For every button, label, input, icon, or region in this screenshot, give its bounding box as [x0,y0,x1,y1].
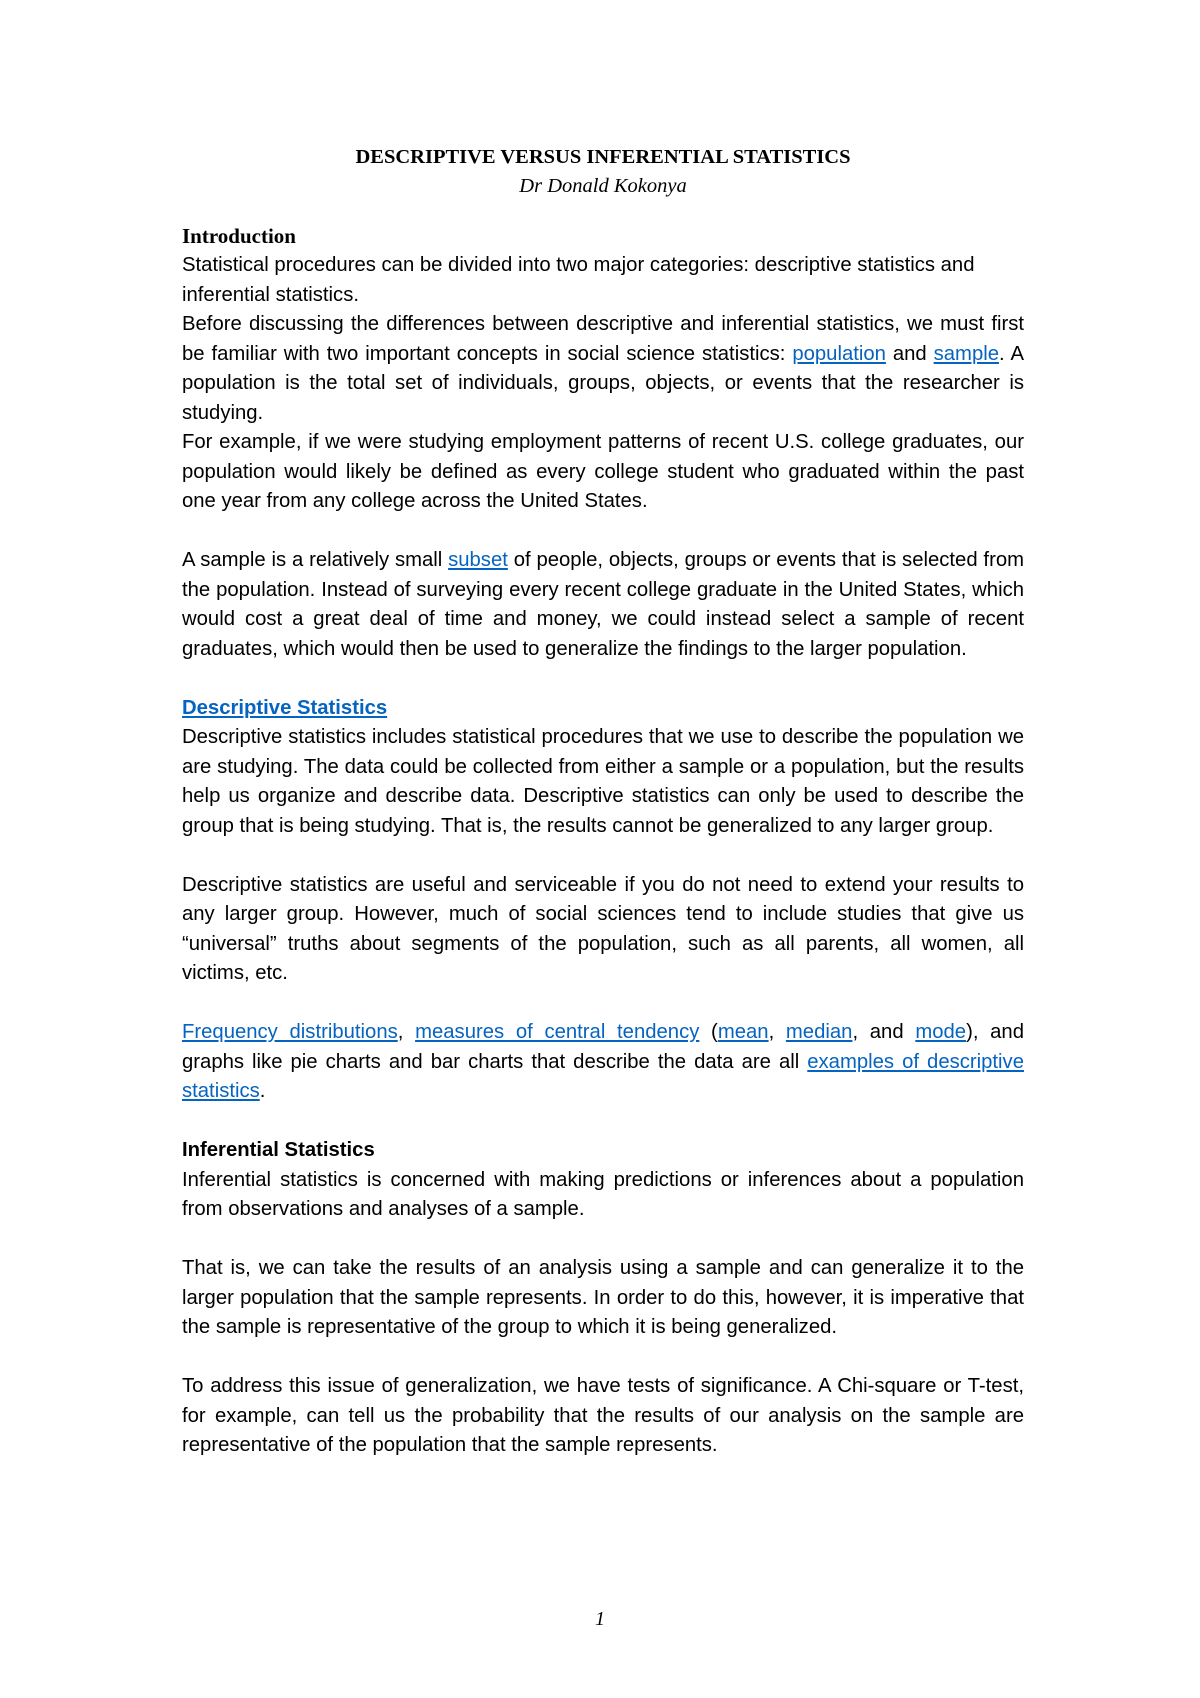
inferential-paragraph-1: Inferential statistics is concerned with making predictions or inferences about a population from observations and analyses of a sample. [182,1168,1024,1220]
descriptive-statistics-heading [182,694,1024,724]
page-number: 1 [595,1608,605,1630]
mode-link[interactable]: mode [915,1021,967,1043]
introduction-paragraph-2 [182,310,1024,428]
text-run: A sample is a relatively small [182,549,449,571]
paragraph-gap [182,517,1024,547]
text-run: and [885,342,934,365]
document-author: Dr Donald Kokonya [519,175,687,197]
paragraph-gap [182,664,1024,694]
mean-link[interactable]: mean [717,1021,769,1043]
subset-link[interactable]: subset [448,549,508,571]
central-tendency-link[interactable]: measures of central tendency [415,1021,700,1043]
text-run: Before discussing the differences between descriptive and inferential statistics, we must first be familiar with two important concepts in social science statistics: [182,313,1024,365]
introduction-heading: Introduction [182,224,296,248]
paragraph-gap [182,1225,1024,1255]
frequency-distributions-link[interactable]: Frequency distributions [182,1021,398,1043]
introduction-paragraph-4 [182,546,1024,664]
inferential-statistics-heading: Inferential Statistics [182,1139,375,1161]
document-body [182,143,1024,1461]
inferential-paragraph-3: To address this issue of generalization, we have tests of significance. A Chi-square or T-test, for example, can tell us the probability that the results of our analysis on the sample are representative of the population that the sample represents. [182,1375,1024,1456]
introduction-paragraph-1: Statistical procedures can be divided into two major categories: descriptive statistics and inferential statistics. [182,254,975,306]
paragraph-gap [182,1107,1024,1137]
descriptive-paragraph-2: Descriptive statistics are useful and serviceable if you do not need to extend your results to any larger group. However, much of social sciences tend to include studies that give us “universal” truths about segments of the population, such as all parents, all women, all victims, etc. [182,873,1024,984]
paragraph-gap [182,841,1024,871]
inferential-paragraph-2: That is, we can take the results of an analysis using a sample and can generalize it to the larger population that the sample represents. In order to do this, however, it is imperative that the sample is representative of the group to which it is being generalized. [182,1257,1024,1338]
document-title: DESCRIPTIVE VERSUS INFERENTIAL STATISTICS [355,146,851,168]
text-run: , [397,1021,416,1043]
text-run: . A population is the total set of individuals, groups, objects, or events that the researcher is studying. [182,342,1025,424]
descriptive-statistics-link[interactable]: Descriptive Statistics [182,696,388,719]
text-run: . [259,1080,266,1102]
examples-of-descriptive-statistics-link[interactable]: examples of descriptive statistics [182,1050,1024,1102]
median-link[interactable]: median [785,1021,853,1043]
population-link[interactable]: population [792,342,886,365]
text-run: ( [699,1021,718,1043]
text-run: ), and graphs like pie charts and bar charts that describe the data are all [182,1021,1024,1073]
text-run: of people, objects, groups or events that is selected from the population. Instead of surveying every recent college graduate in the United States, which would cost a great deal of time and money, we could instead select a sample of recent graduates, which would then be used to generalize the findings to the larger population. [182,549,1024,660]
text-run: , and [852,1021,916,1043]
text-run: , [768,1021,786,1043]
introduction-paragraph-3: For example, if we were studying employment patterns of recent U.S. college graduates, our population would likely be defined as every college student who graduated within the past one year from any college across the United States. [182,431,1024,512]
paragraph-gap [182,989,1024,1019]
descriptive-paragraph-3 [182,1018,1024,1107]
descriptive-paragraph-1: Descriptive statistics includes statistical procedures that we use to describe the population we are studying. The data could be collected from either a sample or a population, but the results help us organize and describe data. Descriptive statistics can only be used to describe the group that is being studying. That is, the results cannot be generalized to any larger group. [182,726,1024,837]
paragraph-gap [182,1343,1024,1373]
sample-link[interactable]: sample [933,342,1000,365]
